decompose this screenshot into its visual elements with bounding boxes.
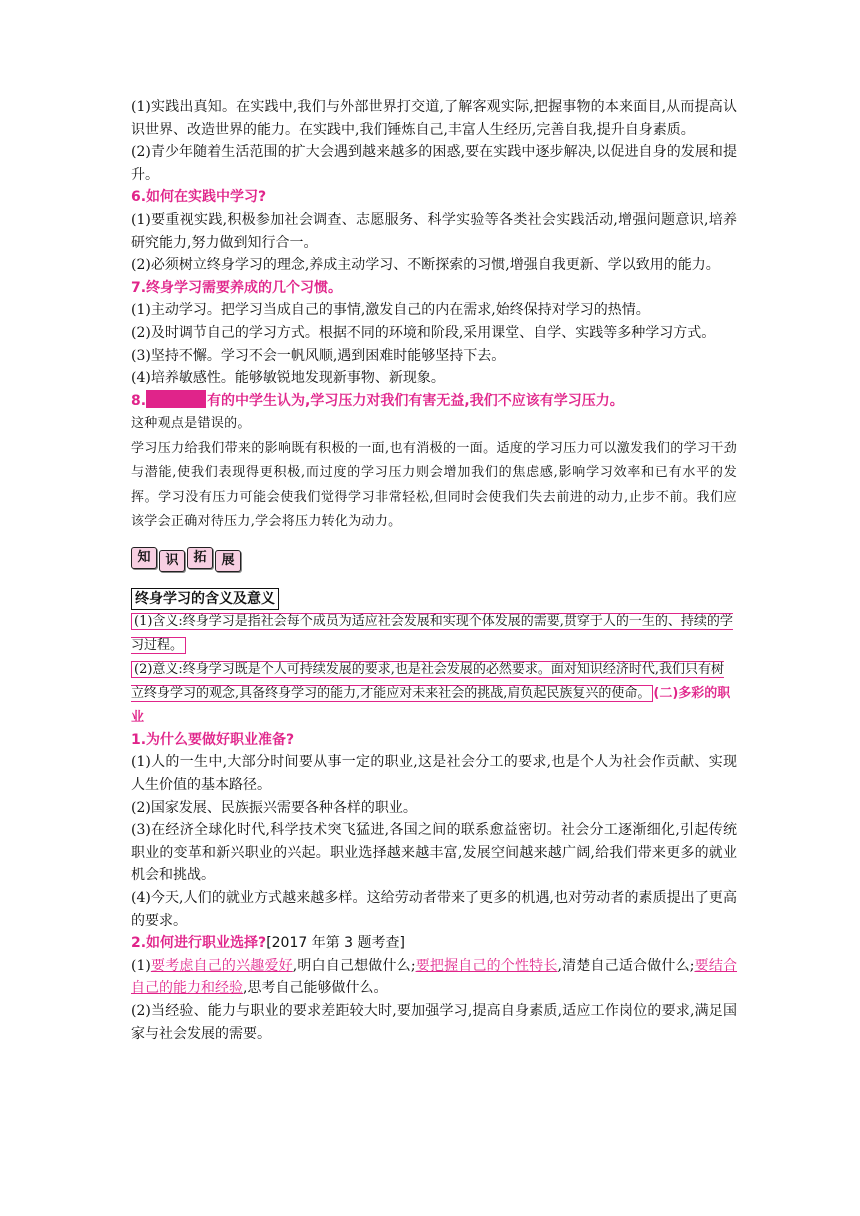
question-number: 8. [131, 392, 147, 409]
paragraph: (1)人的一生中,大部分时间要从事一定的职业,这是社会分工的要求,也是个人为社会作贡献、实现人生价值的基本路径。 [131, 754, 737, 793]
knowledge-extension-badge [131, 547, 737, 572]
answer-text: 这种观点是错误的。 [131, 416, 251, 432]
paragraph: (3)坚持不懈。学习不会一帆风顺,遇到困难时能够坚持下去。 [131, 347, 506, 364]
paragraph: (3)在经济全球化时代,科学技术突飞猛进,各国之间的联系愈益密切。社会分工逐渐细化,引起传统职业的变革和新兴职业的兴起。职业选择越来越丰富,发展空间越来越广阔,给我们带来更多的就业机会和挑战。 [131, 822, 737, 884]
extension-significance: (2)意义:终身学习既是个人可持续发展的要求,也是社会发展的必然要求。面对知识经济时代,我们只有树立终身学习的观念,具备终身学习的能力,才能应对未来社会的挑战,肩负起民族复兴的使命。 [131, 661, 725, 701]
question-heading: 6.如何在实践中学习? [131, 189, 267, 206]
question-heading: 7.终身学习需要养成的几个习惯。 [131, 279, 343, 296]
question-heading [131, 932, 737, 955]
paragraph: (1)要重视实践,积极参加社会调查、志愿服务、科学实验等各类社会实践活动,增强问题意识,培养研究能力,努力做到知行合一。 [131, 211, 737, 251]
extension-line-2 [131, 658, 737, 729]
badge-char: 展 [215, 550, 241, 572]
text-run: (1) [131, 957, 151, 974]
underlined-key-point: 要考虑自己的兴趣爱好 [150, 957, 293, 974]
paragraph: (2)国家发展、民族振兴需要各种各样的职业。 [131, 799, 417, 816]
document-page [131, 96, 737, 1045]
paragraph: (2)青少年随着生活范围的扩大会遇到越来越多的困惑,要在实践中逐步解决,以促进自身的发展和提升。 [131, 144, 737, 183]
badge-char: 拓 [187, 547, 213, 569]
text-run: ,思考自己能够做什么。 [243, 980, 388, 997]
question-text: 有的中学生认为,学习压力对我们有害无益,我们不应该有学习压力。 [207, 392, 624, 409]
paragraph: (4)培养敏感性。能够敏锐地发现新事物、新现象。 [131, 370, 445, 387]
extension-line-1 [131, 610, 737, 658]
extension-meaning: (1)含义:终身学习是指社会每个成员为适应社会发展和实现个体发展的需要,贯穿于人的一生的、持续的学习过程。 [131, 613, 733, 653]
paragraph: (1)实践出真知。在实践中,我们与外部世界打交道,了解客观实际,把握事物的本来面目,从而提高认识世界、改造世界的能力。在实践中,我们锤炼自己,丰富人生经历,完善自我,提升自身素质。 [131, 99, 737, 138]
exam-reference: [2017 年第 3 题考查] [266, 935, 405, 952]
question-heading [131, 390, 737, 413]
text-run: ,清楚自己适合做什么; [557, 957, 695, 974]
paragraph [131, 955, 737, 1000]
underlined-key-point: 要把握自己的个性特长 [415, 957, 558, 974]
paragraph: (2)必须树立终身学习的理念,养成主动学习、不断探索的习惯,增强自我更新、学以致用的能力。 [131, 257, 720, 274]
badge-char: 识 [159, 550, 185, 572]
answer-text: 学习压力给我们带来的影响既有积极的一面,也有消极的一面。适度的学习压力可以激发我们的学习干劲与潜能,使我们表现得更积极,而过度的学习压力则会增加我们的焦虑感,影响学习效率和已有水平的发挥。学习没有压力可能会使我们觉得学习非常轻松,但同时会使我们失去前进的动力,止步不前。我们应该学会正确对待压力,学会将压力转化为动力。 [131, 440, 737, 530]
redacted-block [146, 390, 206, 408]
paragraph: (2)当经验、能力与职业的要求差距较大时,要加强学习,提高自身素质,适应工作岗位的要求,满足国家与社会发展的需要。 [131, 1002, 737, 1042]
section-heading: (二)多彩的职业 [131, 685, 731, 725]
question-text: 2.如何进行职业选择? [131, 935, 267, 952]
paragraph: (2)及时调节自己的学习方式。根据不同的环境和阶段,采用课堂、自学、实践等多种学习方式。 [131, 324, 716, 341]
text-run: ,明白自己想做什么; [292, 957, 416, 974]
extension-title: 终身学习的含义及意义 [131, 588, 279, 610]
question-heading: 1.为什么要做好职业准备? [131, 731, 295, 748]
underlined-key-point: 要结合自己的能力和经验 [131, 957, 738, 997]
badge-char: 知 [131, 547, 157, 569]
paragraph: (1)主动学习。把学习当成自己的事情,激发自己的内在需求,始终保持对学习的热情。 [131, 302, 650, 319]
paragraph: (4)今天,人们的就业方式越来越多样。这给劳动者带来了更多的机遇,也对劳动者的素质提出了更高的要求。 [131, 889, 737, 929]
